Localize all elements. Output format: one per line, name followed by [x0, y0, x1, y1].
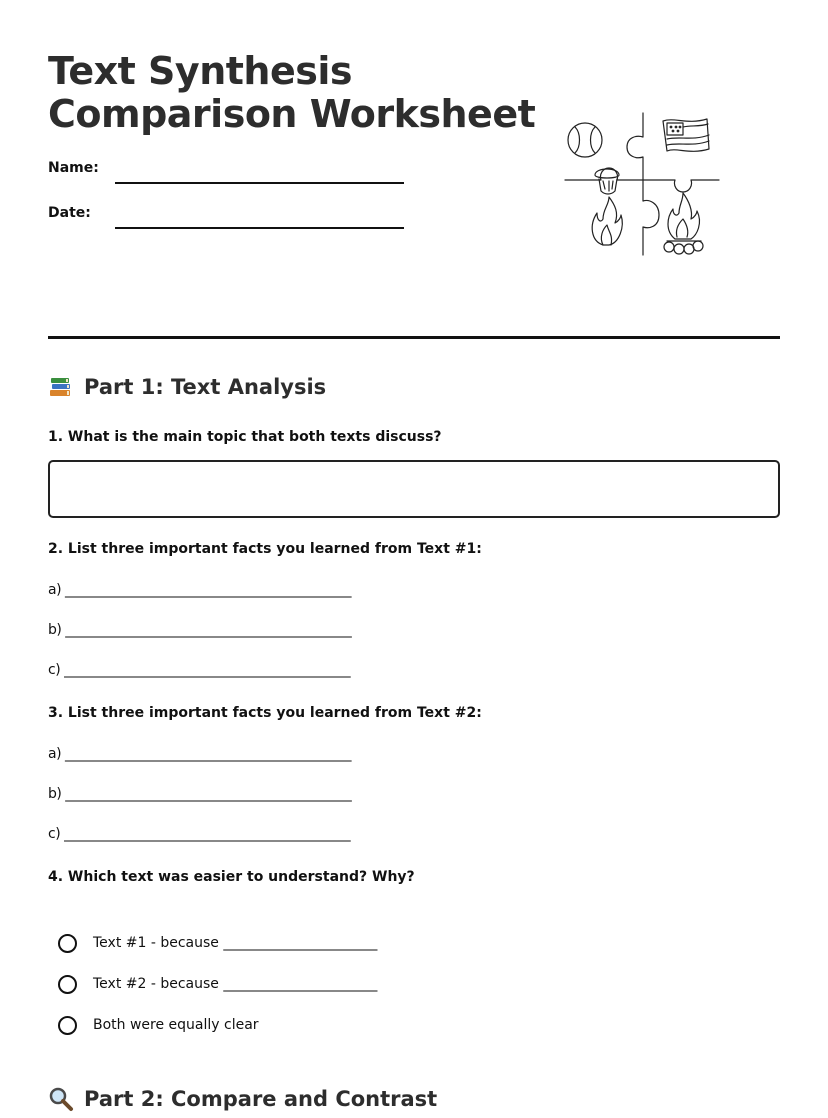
question-1: 1. What is the main topic that both texts discuss?: [48, 429, 442, 445]
part2-heading-text: Part 2: Compare and Contrast: [84, 1087, 438, 1111]
radio-button[interactable]: [58, 975, 77, 994]
date-field[interactable]: [48, 205, 408, 233]
worksheet-page: [48, 0, 780, 1118]
radio-button[interactable]: [58, 1016, 77, 1035]
part2-heading: [48, 1086, 437, 1112]
q4-option-both[interactable]: [58, 1012, 259, 1038]
books-icon: [48, 374, 74, 400]
question-1-answer-box[interactable]: [48, 460, 780, 518]
flag-icon: [663, 119, 709, 151]
worksheet-title: [48, 50, 535, 136]
fire-icon: [592, 197, 622, 245]
part1-heading-text: Part 1: Text Analysis: [84, 375, 327, 399]
q4-option-text1[interactable]: [58, 930, 377, 956]
part1-heading: [48, 374, 326, 400]
q3-answer-c[interactable]: c) ____________________________________________: [48, 826, 351, 842]
q4-option-label: Text #1 - because ______________________: [93, 935, 378, 951]
q2-answer-a[interactable]: a) ____________________________________________: [48, 582, 351, 598]
section-divider: [48, 336, 780, 339]
q3-answer-a[interactable]: a) ____________________________________________: [48, 746, 351, 762]
radio-button[interactable]: [58, 934, 77, 953]
question-3: 3. List three important facts you learned from Text #2:: [48, 705, 482, 721]
puzzle-illustration: [563, 105, 723, 260]
question-2: 2. List three important facts you learned from Text #1:: [48, 541, 482, 557]
magnifying-glass-icon: [48, 1086, 74, 1112]
name-line[interactable]: [115, 182, 404, 184]
date-label: Date:: [48, 205, 91, 221]
q2-answer-b[interactable]: b) ____________________________________________: [48, 622, 352, 638]
question-4: 4. Which text was easier to understand? Why?: [48, 869, 415, 885]
date-line[interactable]: [115, 227, 404, 229]
q4-option-label: Text #2 - because ______________________: [93, 976, 378, 992]
q4-option-label: Both were equally clear: [93, 1017, 259, 1033]
q2-answer-c[interactable]: c) ____________________________________________: [48, 662, 351, 678]
title-line-2: Comparison Worksheet: [48, 92, 536, 136]
baseball-icon: [568, 123, 602, 157]
title-line-1: Text Synthesis: [48, 49, 352, 93]
q4-option-text2[interactable]: [58, 971, 377, 997]
pie-icon: [595, 169, 619, 194]
name-field[interactable]: [48, 160, 408, 188]
campfire-icon: [664, 193, 703, 254]
q3-answer-b[interactable]: b) ____________________________________________: [48, 786, 352, 802]
name-label: Name:: [48, 160, 99, 176]
